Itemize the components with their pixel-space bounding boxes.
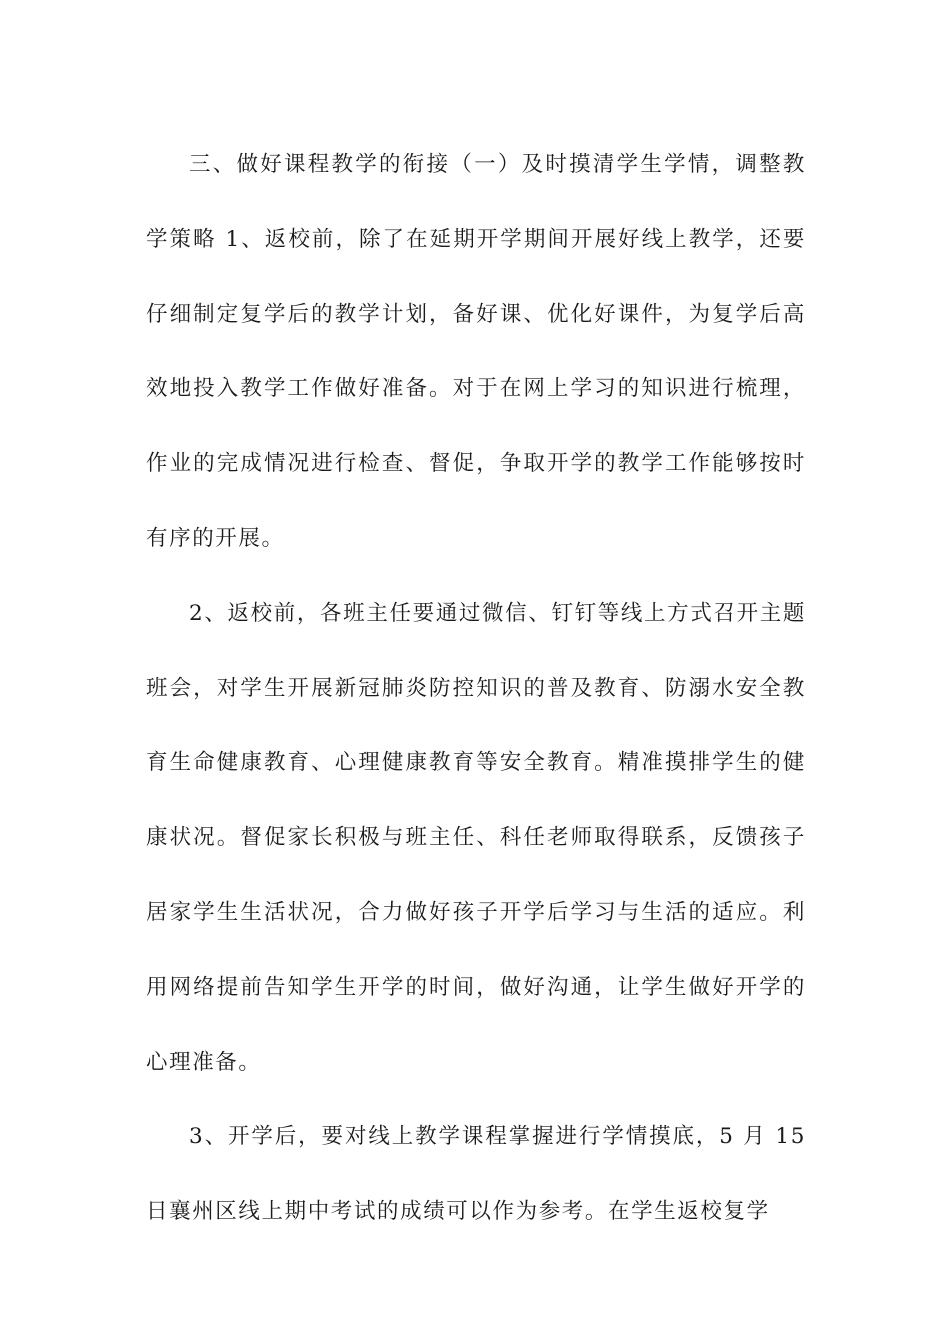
paragraph-1: 三、做好课程教学的衔接（一）及时摸清学生学情，调整教学策略 1、返校前，除了在延期开学期间开展好线上教学，还要仔细制定复学后的教学计划，备好课、优化好课件，为复学后高效地投入教学工作做好准备。对于在网上学习的知识进行梳理，作业的完成情况进行检查、督促，争取开学的教学工作能够按时有序的开展。	[146, 152, 806, 551]
paragraph-3: 3、开学后，要对线上教学课程掌握进行学情摸底，5 月 15 日襄州区线上期中考试的成绩可以作为参考。在学生返校复学	[146, 1124, 806, 1225]
paragraph-2: 2、返校前，各班主任要通过微信、钉钉等线上方式召开主题班会，对学生开展新冠肺炎防控知识的普及教育、防溺水安全教育生命健康教育、心理健康教育等安全教育。精准摸排学生的健康状况。督促家长积极与班主任、科任老师取得联系，反馈孩子居家学生生活状况，合力做好孩子开学后学习与生活的适应。利用网络提前告知学生开学的时间，做好沟通，让学生做好开学的心理准备。	[146, 600, 806, 1075]
document-body	[146, 128, 806, 1250]
